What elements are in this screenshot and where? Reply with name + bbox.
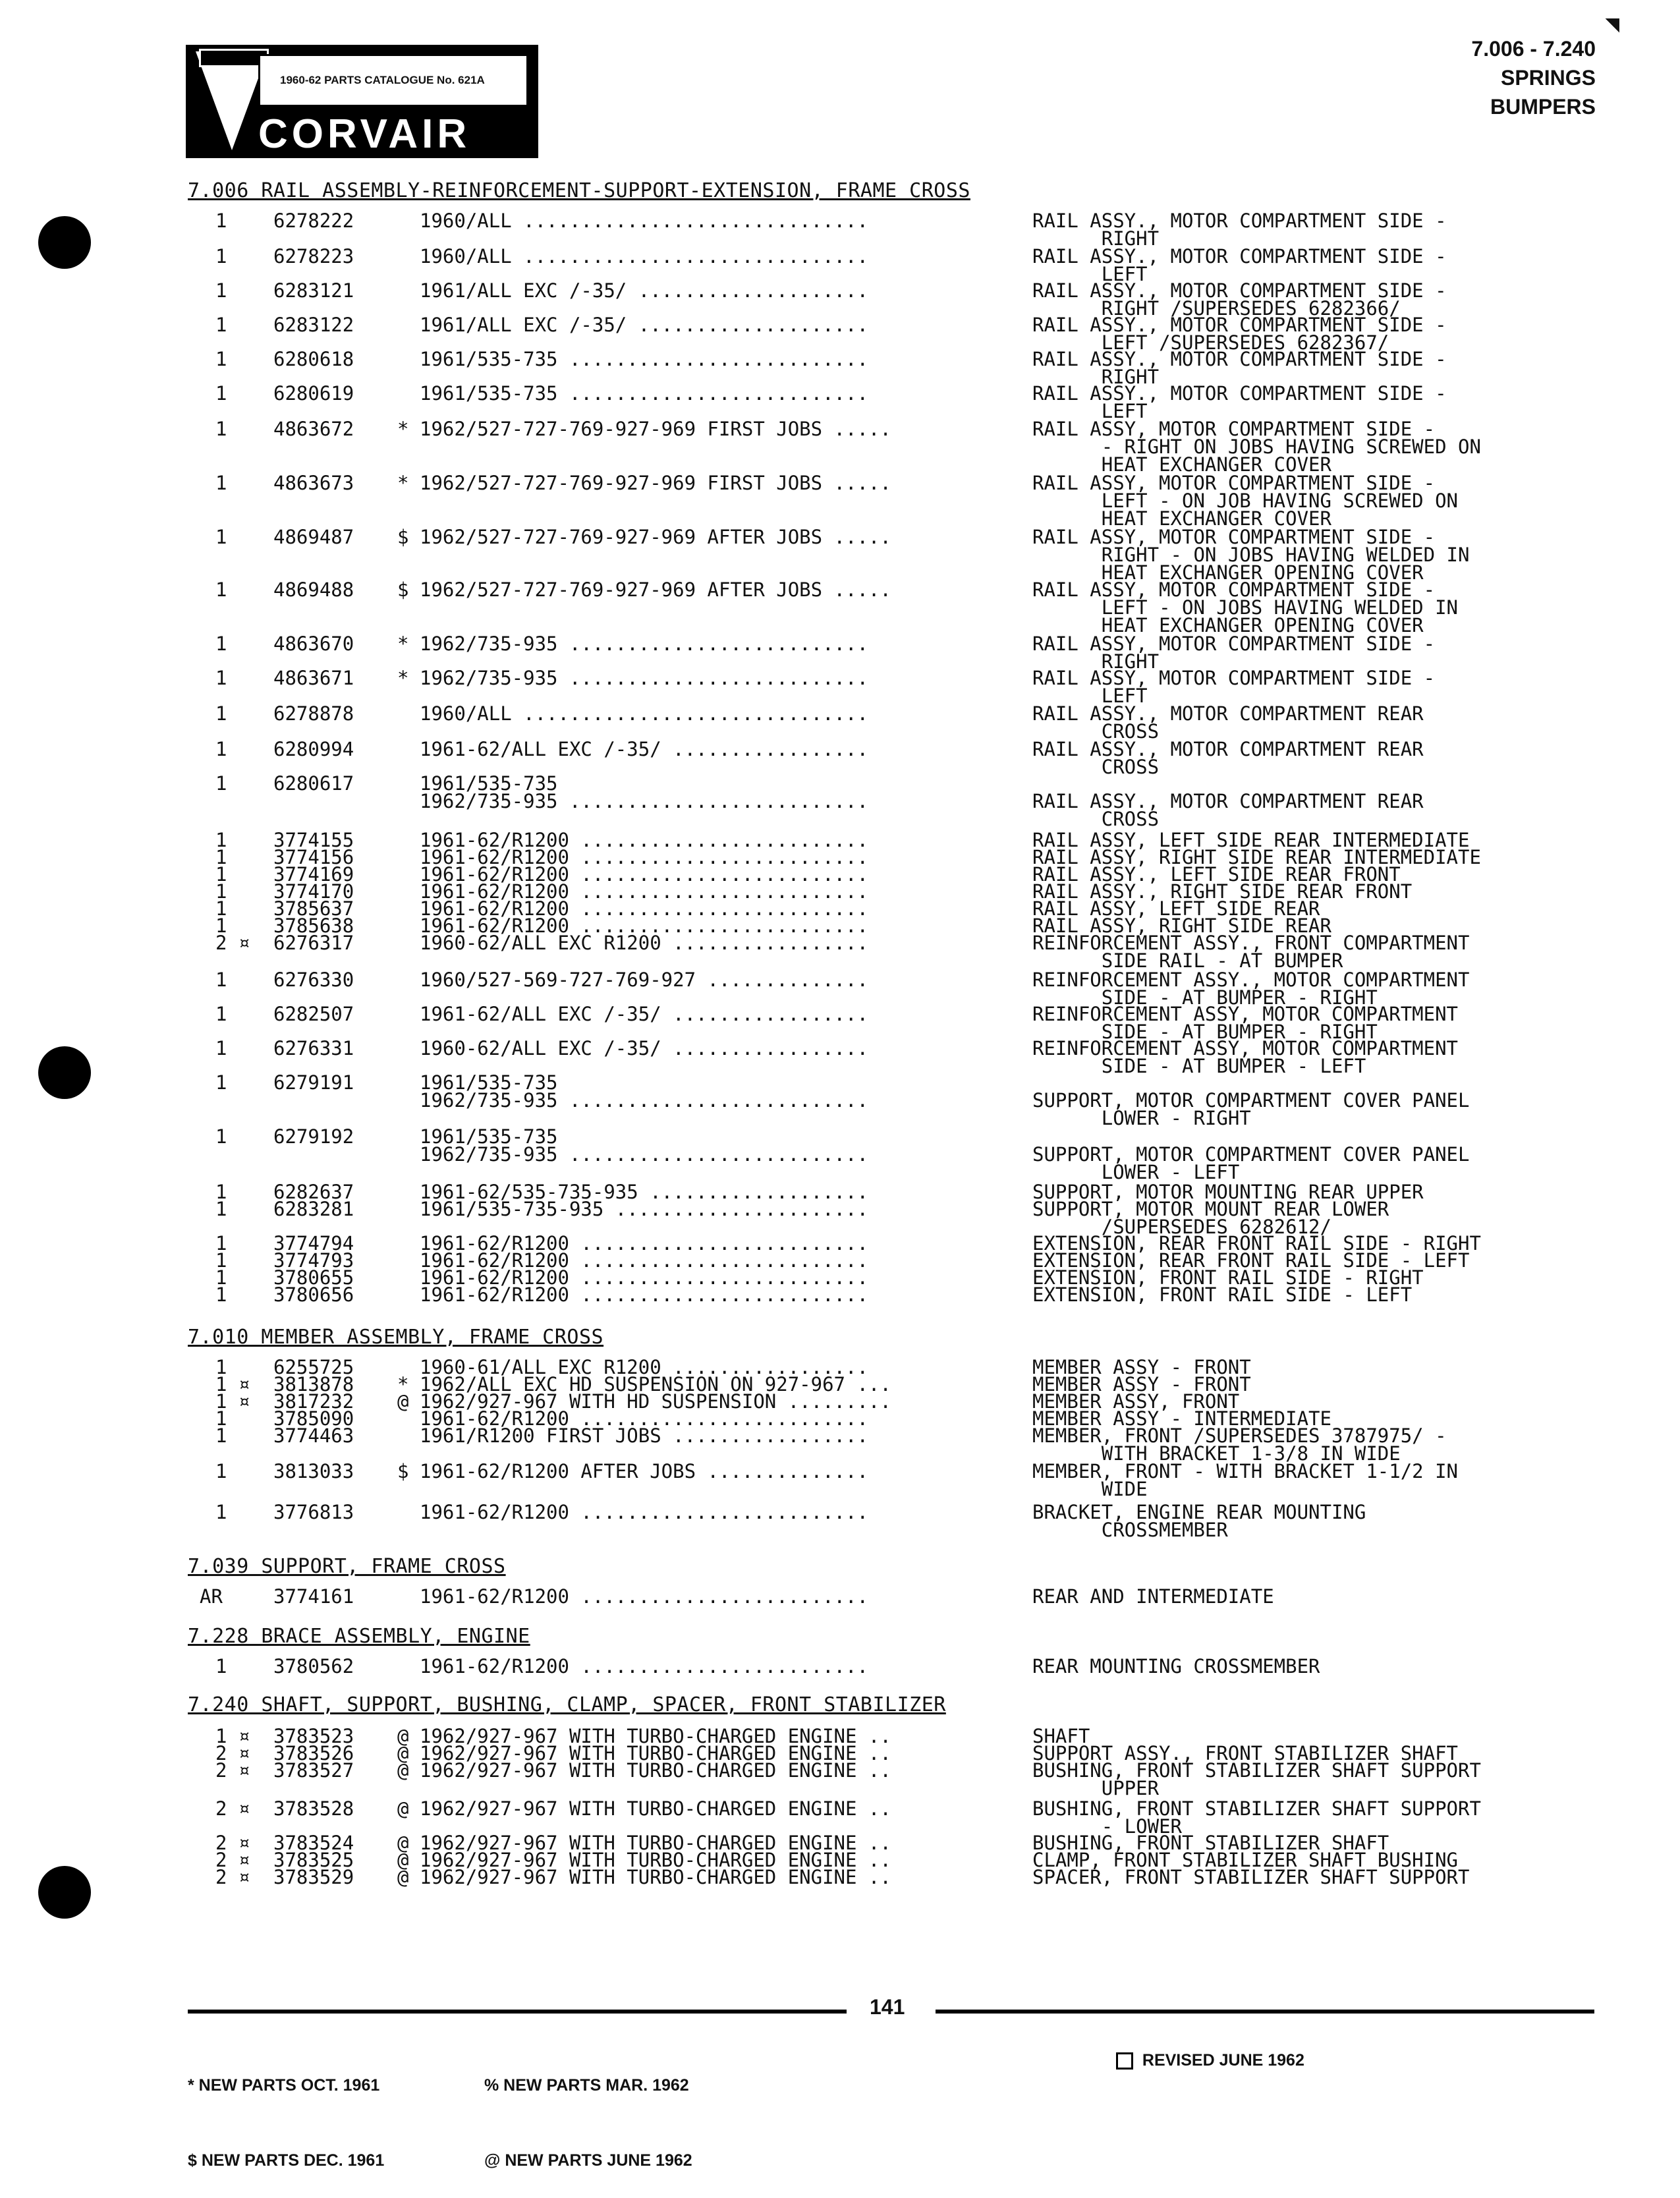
part-application: 1961-62/R1200 ......................... [420,1283,868,1306]
category-springs: SPRINGS [1500,66,1596,90]
legend-revised [1107,2023,1304,2073]
part-number: 4863671 [273,667,354,689]
part-application: 1961/535-735-935 ...................... [420,1198,868,1220]
part-description: REINFORCEMENT ASSY., FRONT COMPARTMENT SIDE RAIL - AT BUMPER [1032,932,1470,972]
part-number: 3785638 [273,915,354,937]
part-number: 4869488 [273,578,354,601]
part-quantity: 2 ¤ [215,1866,250,1888]
part-quantity: 1 [215,915,227,937]
part-quantity: 1 ¤ [215,1373,250,1395]
revised-label: REVISED JUNE 1962 [1142,2051,1304,2070]
part-application: 1961-62/R1200 ......................... [420,915,868,937]
part-description: CLAMP, FRONT STABILIZER SHAFT BUSHING [1032,1849,1459,1871]
part-description: RAIL ASSY, MOTOR COMPARTMENT SIDE - - RIGHT ON JOBS HAVING SCREWED ON HEAT EXCHANGER COVER [1032,418,1481,476]
part-application: 1961/535-735 .......................... [420,348,868,370]
section-heading: 7.006 RAIL ASSEMBLY-REINFORCEMENT-SUPPORT-EXTENSION, FRAME CROSS [188,179,970,202]
part-number: 6283121 [273,279,354,302]
part-quantity: 1 [215,1407,227,1430]
section-heading: 7.240 SHAFT, SUPPORT, BUSHING, CLAMP, SPACER, FRONT STABILIZER [188,1693,946,1716]
part-quantity: 1 [215,1125,227,1148]
part-number: 3774169 [273,863,354,886]
part-application: 1961-62/R1200 ......................... [420,1585,868,1608]
category-bumpers: BUMPERS [1490,95,1596,119]
part-flag: * [397,633,409,655]
part-flag: @ [397,1759,409,1782]
part-description: RAIL ASSY., MOTOR COMPARTMENT SIDE - LEFT [1032,382,1447,422]
part-number: 4869487 [273,526,354,548]
part-description: BUSHING, FRONT STABILIZER SHAFT [1032,1832,1389,1854]
part-description: SUPPORT, MOTOR MOUNT REAR LOWER /SUPERSEDES 6282612/ [1032,1198,1389,1238]
part-description: RAIL ASSY., MOTOR COMPARTMENT REAR CROSS [1032,738,1424,778]
part-number: 6283122 [273,314,354,336]
part-number: 3783525 [273,1849,354,1871]
part-application: 1960-62/ALL EXC R1200 ................. [420,932,868,954]
part-application: 1961/535-735 1962/735-935 .......................... [420,1125,868,1166]
part-application: 1962/927-967 WITH TURBO-CHARGED ENGINE .. [420,1849,891,1871]
part-description: RAIL ASSY., MOTOR COMPARTMENT REAR CROSS [1032,702,1424,743]
part-flag: $ [397,526,409,548]
part-description: MEMBER ASSY - FRONT [1032,1356,1251,1378]
part-number: 6282507 [273,1003,354,1025]
part-number: 4863670 [273,633,354,655]
footer-rule-left [188,2010,847,2014]
part-application: 1960/ALL .............................. [420,245,868,268]
part-application: 1962/927-967 WITH TURBO-CHARGED ENGINE .. [420,1759,891,1782]
section-heading: 7.228 BRACE ASSEMBLY, ENGINE [188,1625,530,1648]
revised-box-icon [1116,2052,1133,2070]
part-quantity: 1 [215,633,227,655]
part-number: 6255725 [273,1356,354,1378]
part-quantity: 1 [215,772,227,795]
part-application: 1961-62/R1200 ......................... [420,1655,868,1677]
part-application: 1961/535-735 1962/735-935 .......................... [420,772,868,812]
part-flag: @ [397,1832,409,1854]
corvair-logo [186,45,538,158]
part-quantity: 1 [215,1460,227,1482]
part-description: RAIL ASSY, MOTOR COMPARTMENT SIDE - RIGHT - ON JOBS HAVING WELDED IN HEAT EXCHANGER OPENING COVER [1032,526,1470,584]
part-application: 1960/527-569-727-769-927 .............. [420,969,868,991]
part-quantity: 1 [215,578,227,601]
part-application: 1961-62/R1200 ......................... [420,846,868,868]
part-description: BUSHING, FRONT STABILIZER SHAFT SUPPORT - LOWER [1032,1797,1481,1838]
part-application: 1961-62/535-735-935 ................... [420,1181,868,1203]
part-number: 3783528 [273,1797,354,1820]
part-quantity: 1 [215,829,227,851]
part-number: 3783524 [273,1832,354,1854]
catalogue-label: 1960-62 PARTS CATALOGUE No. 621A [258,54,528,107]
part-description: MEMBER ASSY, FRONT [1032,1390,1240,1413]
part-application: 1962/735-935 .......................... [420,667,868,689]
part-description: REAR AND INTERMEDIATE [1032,1585,1274,1608]
part-number: 3817232 [273,1390,354,1413]
part-number: 3785090 [273,1407,354,1430]
part-flag: * [397,472,409,494]
part-flag: $ [397,578,409,601]
part-application: 1962/735-935 .......................... [420,633,868,655]
part-number: 3774156 [273,846,354,868]
part-application: 1962/527-727-769-927-969 FIRST JOBS ..... [420,472,891,494]
part-flag: $ [397,1460,409,1482]
part-application: 1962/ALL EXC HD SUSPENSION ON 927-967 ... [420,1373,891,1395]
part-description: REINFORCEMENT ASSY., MOTOR COMPARTMENT SIDE - AT BUMPER - RIGHT [1032,969,1470,1009]
part-description: EXTENSION, FRONT RAIL SIDE - RIGHT [1032,1266,1424,1289]
part-application: 1960-62/ALL EXC /-35/ ................. [420,1037,868,1059]
part-quantity: 2 ¤ [215,1742,250,1764]
part-application: 1961/ALL EXC /-35/ .................... [420,314,868,336]
part-quantity: 1 [215,1356,227,1378]
part-quantity: 1 [215,348,227,370]
legend-col-1 [188,2023,384,2198]
part-description: SHAFT [1032,1725,1090,1747]
page-header-right [1471,34,1596,121]
part-quantity: 1 [215,314,227,336]
part-quantity: 1 [215,880,227,903]
part-description: RAIL ASSY., RIGHT SIDE REAR FRONT [1032,880,1413,903]
part-application: 1961/535-735 .......................... [420,382,868,405]
part-application: 1960/ALL .............................. [420,210,868,232]
part-number: 6276331 [273,1037,354,1059]
part-quantity: 1 ¤ [215,1725,250,1747]
part-number: 3774793 [273,1249,354,1272]
part-description: SUPPORT ASSY., FRONT STABILIZER SHAFT [1032,1742,1459,1764]
part-quantity: 1 [215,1181,227,1203]
part-flag: @ [397,1742,409,1764]
part-application: 1962/527-727-769-927-969 AFTER JOBS ..... [420,526,891,548]
part-application: 1960/ALL .............................. [420,702,868,725]
part-description: BRACKET, ENGINE REAR MOUNTING CROSSMEMBER [1032,1501,1366,1541]
part-quantity: 1 [215,969,227,991]
part-description: RAIL ASSY., MOTOR COMPARTMENT SIDE - LEFT /SUPERSEDES 6282367/ [1032,314,1447,354]
part-number: 3774170 [273,880,354,903]
part-quantity: 1 [215,245,227,268]
part-quantity: 1 [215,1232,227,1254]
part-number: 3813878 [273,1373,354,1395]
part-number: 3783529 [273,1866,354,1888]
part-number: 4863672 [273,418,354,440]
part-application: 1962/927-967 WITH TURBO-CHARGED ENGINE .. [420,1797,891,1820]
part-description: RAIL ASSY., MOTOR COMPARTMENT SIDE - RIGHT [1032,348,1447,388]
part-application: 1961-62/ALL EXC /-35/ ................. [420,1003,868,1025]
part-application: 1961-62/R1200 ......................... [420,1266,868,1289]
part-quantity: 1 [215,846,227,868]
part-number: 3774161 [273,1585,354,1608]
part-description: REINFORCEMENT ASSY, MOTOR COMPARTMENT SIDE - AT BUMPER - LEFT [1032,1037,1459,1077]
part-quantity: 1 [215,1071,227,1094]
part-application: 1961-62/ALL EXC /-35/ ................. [420,738,868,760]
punch-hole-middle [38,1046,91,1099]
part-number: 3783523 [273,1725,354,1747]
part-quantity: 1 [215,1266,227,1289]
part-quantity: 1 [215,1283,227,1306]
part-quantity: 1 [215,863,227,886]
part-description: RAIL ASSY., LEFT SIDE REAR FRONT [1032,863,1401,886]
part-number: 6279191 [273,1071,354,1094]
part-application: 1961-62/R1200 ......................... [420,880,868,903]
part-description: RAIL ASSY, LEFT SIDE REAR [1032,897,1320,920]
part-application: 1961-62/R1200 ......................... [420,1407,868,1430]
legend-new-june-1962: @ NEW PARTS JUNE 1962 [484,2151,692,2170]
part-number: 3776813 [273,1501,354,1523]
part-application: 1962/927-967 WITH HD SUSPENSION ......... [420,1390,891,1413]
part-description: MEMBER, FRONT /SUPERSEDES 3787975/ - WITH BRACKET 1-3/8 IN WIDE [1032,1424,1447,1465]
part-flag: @ [397,1849,409,1871]
part-quantity: 1 [215,667,227,689]
part-number: 3774794 [273,1232,354,1254]
legend-new-dec-1961: $ NEW PARTS DEC. 1961 [188,2151,385,2170]
part-application: 1961/R1200 FIRST JOBS ................. [420,1424,868,1447]
legend-col-2 [484,2023,692,2198]
part-application: 1960-61/ALL EXC R1200 ................. [420,1356,868,1378]
part-number: 3783526 [273,1742,354,1764]
part-description: RAIL ASSY, LEFT SIDE REAR INTERMEDIATE [1032,829,1470,851]
part-number: 6278878 [273,702,354,725]
part-description: REAR MOUNTING CROSSMEMBER [1032,1655,1320,1677]
part-description: SPACER, FRONT STABILIZER SHAFT SUPPORT [1032,1866,1470,1888]
part-description: RAIL ASSY., MOTOR COMPARTMENT REAR CROSS [1032,790,1424,830]
part-number: 6276317 [273,932,354,954]
part-number: 3774155 [273,829,354,851]
part-application: 1961-62/R1200 ......................... [420,897,868,920]
part-quantity: 1 [215,738,227,760]
part-application: 1961-62/R1200 ......................... [420,829,868,851]
part-description: SUPPORT, MOTOR COMPARTMENT COVER PANEL LOWER - RIGHT [1032,1089,1470,1129]
part-quantity: 1 [215,1198,227,1220]
part-application: 1961-62/R1200 ......................... [420,863,868,886]
part-quantity: 1 [215,702,227,725]
part-number: 3780562 [273,1655,354,1677]
part-number: 6278222 [273,210,354,232]
part-quantity: 1 [215,1003,227,1025]
part-number: 3785637 [273,897,354,920]
part-flag: @ [397,1866,409,1888]
part-quantity: 2 ¤ [215,1759,250,1782]
part-number: 6283281 [273,1198,354,1220]
page-number: 141 [870,1995,905,2019]
part-description: RAIL ASSY., MOTOR COMPARTMENT SIDE - LEFT [1032,245,1447,285]
part-number: 6280619 [273,382,354,405]
part-quantity: 2 ¤ [215,1849,250,1871]
part-description: MEMBER ASSY - INTERMEDIATE [1032,1407,1331,1430]
part-quantity: 1 [215,1037,227,1059]
part-flag: @ [397,1725,409,1747]
part-quantity: 1 [215,1655,227,1677]
part-quantity: 2 ¤ [215,1832,250,1854]
part-description: SUPPORT, MOTOR MOUNTING REAR UPPER [1032,1181,1424,1203]
part-number: 6278223 [273,245,354,268]
part-application: 1962/927-967 WITH TURBO-CHARGED ENGINE .. [420,1866,891,1888]
part-quantity: 2 ¤ [215,1797,250,1820]
part-number: 6282637 [273,1181,354,1203]
part-quantity: 1 [215,1501,227,1523]
part-number: 3780655 [273,1266,354,1289]
part-application: 1961-62/R1200 ......................... [420,1501,868,1523]
part-description: RAIL ASSY., MOTOR COMPARTMENT SIDE - RIGHT [1032,210,1447,250]
part-quantity: 1 [215,279,227,302]
part-number: 3774463 [273,1424,354,1447]
part-description: RAIL ASSY, MOTOR COMPARTMENT SIDE - LEFT - ON JOB HAVING SCREWED ON HEAT EXCHANGER COVER [1032,472,1459,530]
part-quantity: 1 [215,1424,227,1447]
part-application: 1962/927-967 WITH TURBO-CHARGED ENGINE .. [420,1832,891,1854]
part-flag: * [397,418,409,440]
part-description: MEMBER ASSY - FRONT [1032,1373,1251,1395]
legend-new-mar-1962: % NEW PARTS MAR. 1962 [484,2076,689,2095]
legend-new-oct-1961: * NEW PARTS OCT. 1961 [188,2076,380,2095]
part-flag: @ [397,1390,409,1413]
part-number: 3780656 [273,1283,354,1306]
part-flag: @ [397,1797,409,1820]
part-description: SUPPORT, MOTOR COMPARTMENT COVER PANEL LOWER - LEFT [1032,1143,1470,1183]
corner-mark-icon: ◥ [1605,13,1619,35]
part-description: EXTENSION, FRONT RAIL SIDE - LEFT [1032,1283,1413,1306]
part-description: RAIL ASSY, MOTOR COMPARTMENT SIDE - LEFT - ON JOBS HAVING WELDED IN HEAT EXCHANGER OPENING COVER [1032,578,1459,636]
part-application: 1961/535-735 1962/735-935 .......................... [420,1071,868,1112]
part-description: RAIL ASSY, MOTOR COMPARTMENT SIDE - RIGHT [1032,633,1436,673]
part-description: RAIL ASSY., MOTOR COMPARTMENT SIDE - RIGHT /SUPERSEDES 6282366/ [1032,279,1447,320]
part-description: BUSHING, FRONT STABILIZER SHAFT SUPPORT UPPER [1032,1759,1481,1799]
part-quantity: AR [200,1585,223,1608]
part-quantity: 1 [215,382,227,405]
part-description: EXTENSION, REAR FRONT RAIL SIDE - LEFT [1032,1249,1470,1272]
part-application: 1961/ALL EXC /-35/ .................... [420,279,868,302]
part-description: RAIL ASSY, RIGHT SIDE REAR [1032,915,1331,937]
part-quantity: 2 ¤ [215,932,250,954]
punch-hole-bottom [38,1866,91,1919]
part-description: REINFORCEMENT ASSY, MOTOR COMPARTMENT SIDE - AT BUMPER - RIGHT [1032,1003,1459,1043]
section-heading: 7.010 MEMBER ASSEMBLY, FRAME CROSS [188,1326,604,1349]
part-description: RAIL ASSY, MOTOR COMPARTMENT SIDE - LEFT [1032,667,1436,707]
part-number: 6276330 [273,969,354,991]
part-description: EXTENSION, REAR FRONT RAIL SIDE - RIGHT [1032,1232,1481,1254]
part-quantity: 1 [215,210,227,232]
part-quantity: 1 [215,1249,227,1272]
part-application: 1962/527-727-769-927-969 FIRST JOBS ..... [420,418,891,440]
section-heading: 7.039 SUPPORT, FRAME CROSS [188,1555,506,1578]
part-application: 1962/527-727-769-927-969 AFTER JOBS ..... [420,578,891,601]
footer-rule-right [936,2010,1594,2014]
part-number: 3813033 [273,1460,354,1482]
part-application: 1962/927-967 WITH TURBO-CHARGED ENGINE .. [420,1742,891,1764]
part-number: 4863673 [273,472,354,494]
part-application: 1961-62/R1200 ......................... [420,1232,868,1254]
brand-name: CORVAIR [258,111,471,157]
part-application: 1961-62/R1200 ......................... [420,1249,868,1272]
part-flag: * [397,1373,409,1395]
part-number: 6279192 [273,1125,354,1148]
part-description: RAIL ASSY, RIGHT SIDE REAR INTERMEDIATE [1032,846,1481,868]
part-quantity: 1 [215,526,227,548]
punch-hole-top [38,216,91,269]
part-application: 1962/927-967 WITH TURBO-CHARGED ENGINE .. [420,1725,891,1747]
section-range: 7.006 - 7.240 [1471,37,1596,61]
part-quantity: 1 [215,418,227,440]
part-number: 3783527 [273,1759,354,1782]
part-quantity: 1 ¤ [215,1390,250,1413]
part-quantity: 1 [215,897,227,920]
part-number: 6280618 [273,348,354,370]
part-application: 1961-62/R1200 AFTER JOBS .............. [420,1460,868,1482]
part-description: MEMBER, FRONT - WITH BRACKET 1-1/2 IN WIDE [1032,1460,1459,1500]
part-quantity: 1 [215,472,227,494]
part-number: 6280994 [273,738,354,760]
part-flag: * [397,667,409,689]
part-number: 6280617 [273,772,354,795]
